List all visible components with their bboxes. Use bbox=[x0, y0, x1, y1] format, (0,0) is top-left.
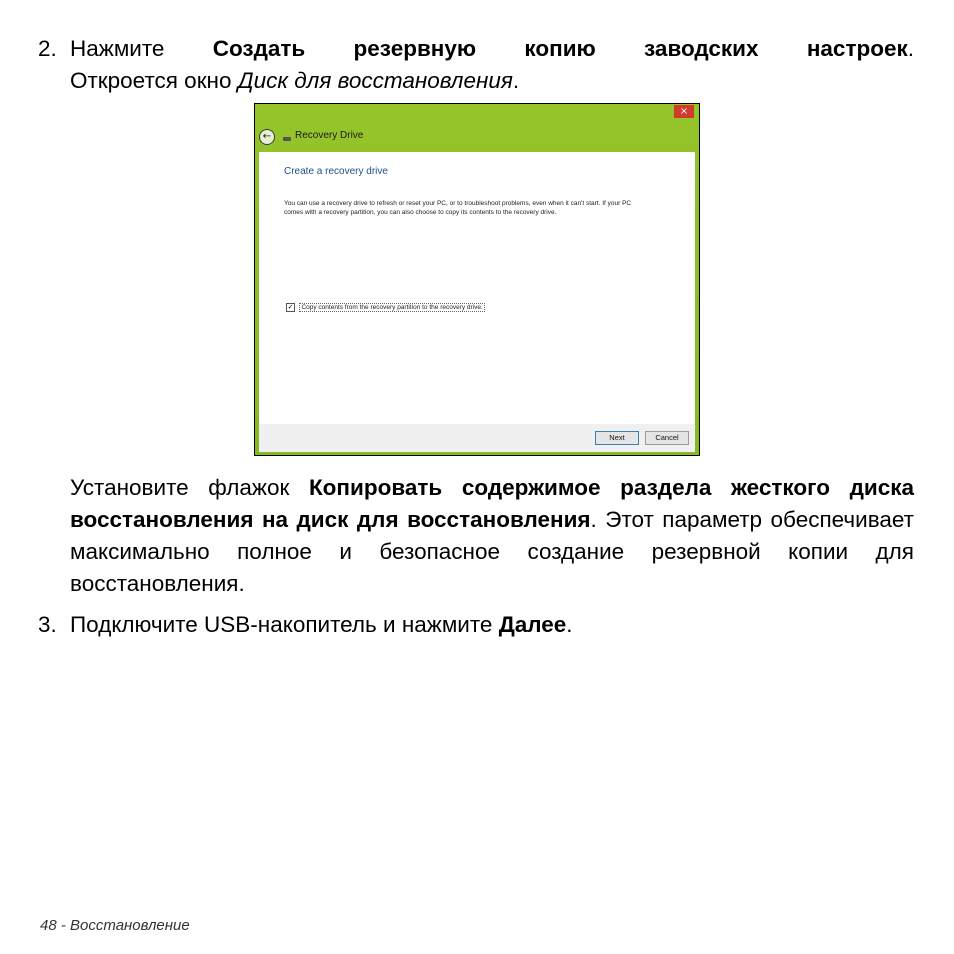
step-2-number: 2. bbox=[38, 36, 57, 61]
back-arrow-icon[interactable]: ← bbox=[259, 129, 275, 145]
window-footer bbox=[259, 424, 695, 452]
content-heading: Create a recovery drive bbox=[284, 166, 388, 177]
step-2-italic: Диск для восстановления bbox=[237, 68, 513, 93]
step-2-prefix: Нажмите bbox=[70, 36, 213, 61]
window-title: Recovery Drive bbox=[295, 130, 364, 141]
step-2-line2-suffix: . bbox=[512, 68, 520, 93]
copy-contents-checkbox[interactable]: ✓ bbox=[287, 303, 294, 312]
instruction-suffix: . Этот параметр обеспечивает максимально полное и безопасное создание резервной копии для восстановления. bbox=[70, 507, 914, 596]
window-content bbox=[259, 152, 695, 424]
page-footer: 48 - Восстановление bbox=[40, 917, 190, 934]
cancel-button[interactable]: Cancel bbox=[645, 431, 689, 445]
step-2-bold: Создать резервную копию заводских настроек bbox=[212, 36, 908, 61]
close-icon[interactable]: × bbox=[674, 105, 694, 118]
step-3-number: 3. bbox=[38, 612, 57, 637]
instruction-prefix: Установите флажок bbox=[70, 475, 309, 500]
drive-icon bbox=[283, 137, 291, 141]
step-3-text bbox=[70, 609, 914, 641]
window-frame bbox=[255, 104, 699, 455]
step-3-bold: Далее bbox=[498, 612, 567, 637]
step-3-prefix: Подключите USB-накопитель и нажмите bbox=[70, 612, 499, 637]
step-2-line-2 bbox=[70, 65, 914, 97]
instruction-paragraph bbox=[70, 472, 914, 600]
step-2-line2-prefix: Откроется окно bbox=[70, 68, 238, 93]
copy-contents-label[interactable]: Copy contents from the recovery partition to the recovery drive. bbox=[301, 304, 483, 312]
step-2-suffix: . bbox=[907, 36, 914, 61]
copy-contents-option[interactable] bbox=[286, 299, 485, 312]
content-description: You can use a recovery drive to refresh or reset your PC, or to troubleshoot problems, even when it can't start. If your PC comes with a recovery partition, you can also choose to copy its contents to the recovery drive. bbox=[284, 200, 632, 216]
step-2-line-1 bbox=[70, 33, 914, 65]
next-button[interactable]: Next bbox=[595, 431, 639, 445]
recovery-drive-screenshot bbox=[254, 103, 700, 456]
instruction-bold: Копировать содержимое раздела жесткого диска восстановления на диск для восстановления bbox=[70, 475, 914, 532]
step-2-text bbox=[70, 33, 914, 97]
step-3-suffix: . bbox=[566, 612, 573, 637]
